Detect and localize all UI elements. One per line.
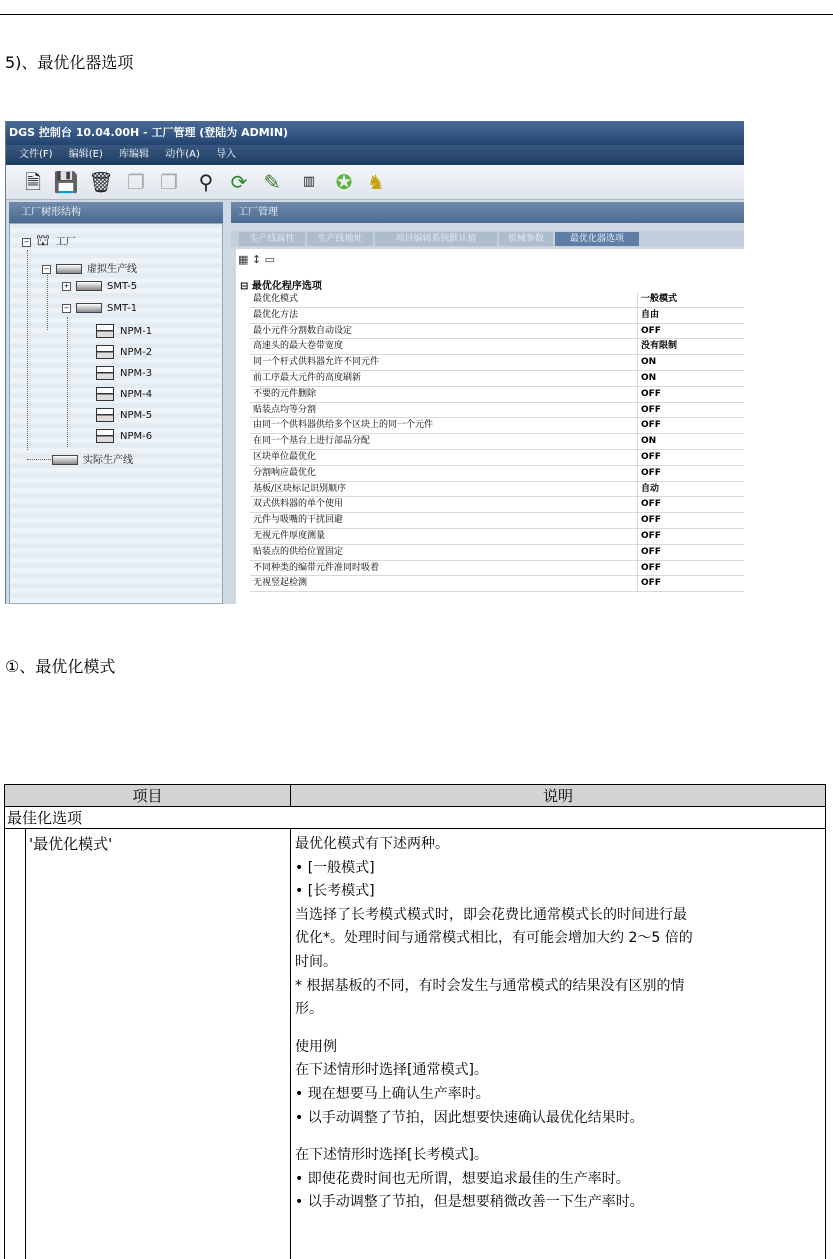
- copy-icon[interactable]: ❐: [123, 169, 149, 195]
- menu-library[interactable]: 库编辑: [119, 149, 149, 160]
- options-section[interactable]: ⊟ 最优化程序选项: [240, 277, 322, 292]
- refresh-icon[interactable]: ⟳: [226, 169, 252, 195]
- option-name: 前工序最大元件的高度刷新: [253, 371, 361, 386]
- tree-npm-4[interactable]: NPM-4: [96, 387, 152, 401]
- option-row[interactable]: [250, 545, 744, 561]
- counter-icon[interactable]: ▥: [296, 169, 322, 195]
- toolbar: [6, 165, 744, 200]
- desc-line: 使用例: [295, 1036, 821, 1060]
- option-name: 最小元件分割数自动设定: [253, 324, 352, 339]
- window-title: DGS 控制台 10.04.00H - 工厂管理 (登陆为 ADMIN): [6, 121, 744, 145]
- desc-line: 最优化模式有下述两种。: [295, 833, 821, 857]
- tree-npm-5[interactable]: NPM-5: [96, 408, 152, 422]
- optimize-icon[interactable]: ✪: [331, 169, 357, 195]
- option-value[interactable]: OFF: [641, 403, 661, 418]
- import-icon[interactable]: ✎: [259, 169, 285, 195]
- option-value[interactable]: 自由: [641, 308, 659, 323]
- item-heading: ①、最优化模式: [5, 654, 115, 677]
- left-panel-title: 工厂树形结构: [9, 202, 223, 223]
- desc-cell: [291, 829, 826, 1259]
- option-row[interactable]: [250, 434, 744, 450]
- option-row[interactable]: [250, 418, 744, 434]
- option-row[interactable]: [250, 513, 744, 529]
- tab-optimizer-options[interactable]: 最优化器选项: [555, 232, 639, 246]
- option-name: 区块单位最优化: [253, 450, 316, 465]
- option-value[interactable]: OFF: [641, 545, 661, 560]
- tree-npm-3[interactable]: NPM-3: [96, 366, 152, 380]
- option-value[interactable]: ON: [641, 355, 656, 370]
- desc-line: 当选择了长考模式模式时，即会花费比通常模式长的时间进行最: [295, 904, 821, 928]
- menu-action[interactable]: 动作(A): [165, 149, 200, 160]
- option-value[interactable]: OFF: [641, 450, 661, 465]
- desc-line: • 以手动调整了节拍，但是想要稍微改善一下生产率时。: [295, 1191, 821, 1215]
- tree-smt5[interactable]: + SMT-5: [62, 281, 137, 292]
- option-name: 贴装点的供给位置固定: [253, 545, 343, 560]
- option-row[interactable]: [250, 355, 744, 371]
- desc-line: • 以手动调整了节拍，因此想要快速确认最优化结果时。: [295, 1107, 821, 1131]
- option-row[interactable]: [250, 339, 744, 355]
- option-row[interactable]: [250, 308, 744, 324]
- desc-line: 在下述情形时选择[通常模式]。: [295, 1059, 821, 1083]
- option-value[interactable]: OFF: [641, 513, 661, 528]
- desc-line: 形。: [295, 998, 821, 1022]
- option-name: 不同种类的编带元件准同时吸着: [253, 561, 379, 576]
- desc-line: • [一般模式]: [295, 857, 821, 881]
- delete-icon[interactable]: 🗑: [88, 169, 114, 195]
- tree-npm-6[interactable]: NPM-6: [96, 429, 152, 443]
- option-value[interactable]: OFF: [641, 529, 661, 544]
- tab-line-properties[interactable]: 生产线属性: [239, 232, 305, 246]
- option-row[interactable]: [250, 450, 744, 466]
- tab-machine-params[interactable]: 机械参数: [499, 232, 553, 246]
- option-row[interactable]: [250, 497, 744, 513]
- description-table: [4, 784, 826, 1259]
- option-value[interactable]: OFF: [641, 418, 661, 433]
- option-row[interactable]: [250, 576, 744, 592]
- menu-file[interactable]: 文件(F): [19, 149, 53, 160]
- desc-line: • [长考模式]: [295, 880, 821, 904]
- paste-icon[interactable]: ❐: [156, 169, 182, 195]
- item-name: '最优化模式': [29, 833, 112, 854]
- option-value[interactable]: ON: [641, 434, 656, 449]
- item-cell: [5, 829, 291, 1259]
- option-value[interactable]: 没有限制: [641, 339, 677, 354]
- save-icon[interactable]: 💾: [53, 169, 79, 195]
- desc-line: • 即使花费时间也无所谓，想要追求最佳的生产率时。: [295, 1168, 821, 1192]
- option-row[interactable]: [250, 387, 744, 403]
- option-name: 元件与吸嘴的干扰回避: [253, 513, 343, 528]
- option-name: 同一个杆式供料器允许不同元件: [253, 355, 379, 370]
- option-name: 双式供料器的单个使用: [253, 497, 343, 512]
- property-grid: [236, 249, 744, 604]
- tab-strip: [231, 231, 744, 247]
- tab-project-defaults[interactable]: 项目编辑系统默认值: [375, 232, 497, 246]
- menu-import[interactable]: 导入: [216, 149, 236, 160]
- factory-tree: [9, 223, 223, 604]
- option-name: 基板/区块标记识别顺序: [253, 482, 346, 497]
- option-value[interactable]: OFF: [641, 576, 661, 591]
- option-row[interactable]: [250, 371, 744, 387]
- new-icon[interactable]: 🗎: [20, 169, 46, 195]
- option-row[interactable]: [250, 466, 744, 482]
- tree-virtual-line[interactable]: − 虚拟生产线: [42, 260, 137, 275]
- option-value[interactable]: 自动: [641, 482, 659, 497]
- option-value[interactable]: OFF: [641, 466, 661, 481]
- menu-edit[interactable]: 编辑(E): [69, 149, 103, 160]
- option-name: 不要的元件删除: [253, 387, 316, 402]
- options-list: [250, 292, 744, 592]
- menu-bar: [6, 145, 744, 165]
- option-name: 最优化模式: [253, 292, 298, 307]
- col-header-item: 项目: [5, 785, 291, 807]
- tree-smt1[interactable]: − SMT-1: [62, 303, 137, 314]
- option-row[interactable]: [250, 482, 744, 498]
- option-row[interactable]: [250, 324, 744, 340]
- option-row[interactable]: [250, 529, 744, 545]
- option-name: 由同一个供料器供给多个区块上的同一个元件: [253, 418, 433, 433]
- option-name: 无视元件厚度测量: [253, 529, 325, 544]
- right-panel-title: 工厂管理: [231, 202, 744, 223]
- option-value[interactable]: ON: [641, 371, 656, 386]
- desc-line: 在下述情形时选择[长考模式]。: [295, 1144, 821, 1168]
- option-name: 分割响应最优化: [253, 466, 316, 481]
- option-name: 无视竖起检测: [253, 576, 307, 591]
- option-value[interactable]: OFF: [641, 561, 661, 576]
- section-heading: 5)、最优化器选项: [5, 50, 133, 73]
- option-name: 最优化方法: [253, 308, 298, 323]
- option-value[interactable]: OFF: [641, 497, 661, 512]
- tree-root[interactable]: − ⛫ 工厂: [22, 231, 76, 251]
- option-value[interactable]: OFF: [641, 387, 661, 402]
- option-value[interactable]: OFF: [641, 324, 661, 339]
- search-icon[interactable]: ⚲: [193, 169, 219, 195]
- option-name: 高速头的最大卷带宽度: [253, 339, 343, 354]
- col-header-desc: 说明: [291, 785, 826, 807]
- machine-icon[interactable]: ♞: [363, 169, 389, 195]
- desc-line: * 根据基板的不同，有时会发生与通常模式的结果没有区别的情: [295, 975, 821, 999]
- tree-npm-1[interactable]: NPM-1: [96, 324, 152, 338]
- desc-line: 时间。: [295, 951, 821, 975]
- app-window-screenshot: [5, 121, 744, 604]
- option-name: 贴装点均等分割: [253, 403, 316, 418]
- option-name: 在同一个基台上进行部品分配: [253, 434, 370, 449]
- header-rule: [0, 14, 833, 15]
- sort-icon[interactable]: ▦ ↕ ▭: [238, 253, 275, 266]
- desc-line: • 现在想要马上确认生产率时。: [295, 1083, 821, 1107]
- tree-real-line[interactable]: 实际生产线: [52, 451, 133, 466]
- tab-line-address[interactable]: 生产线地址: [307, 232, 373, 246]
- desc-line: 优化*。处理时间与通常模式相比，有可能会增加大约 2～5 倍的: [295, 927, 821, 951]
- option-value[interactable]: 一般模式: [641, 292, 677, 307]
- group-row: 最佳化选项: [5, 807, 826, 829]
- option-row[interactable]: [250, 403, 744, 419]
- option-row[interactable]: [250, 561, 744, 577]
- tree-npm-2[interactable]: NPM-2: [96, 345, 152, 359]
- option-row[interactable]: [250, 292, 744, 308]
